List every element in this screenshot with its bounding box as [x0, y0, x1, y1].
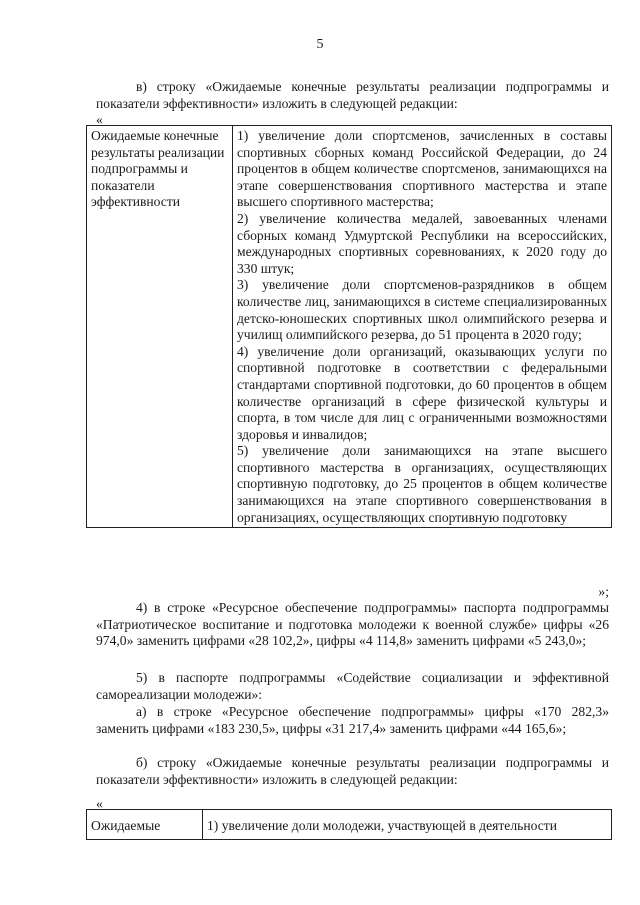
page-number: 5	[316, 37, 324, 52]
result-item-4: 4) увеличение доли организаций, оказывающих услуги по спортивной подготовке в соответствии с федеральными стандартами спортивной подготовки, до 60 процентов в общем количестве организаций в сфере физической культуры и спорта, в том числе для лиц с ограниченными возможностями здоровья и инвалидов;	[237, 343, 607, 442]
open-quote-mark-2: «	[96, 796, 103, 811]
paragraph-5a: а) в строке «Ресурсное обеспечение подпрограммы» цифры «170 282,3» заменить цифрами «183 230,5», цифры «31 217,4» заменить цифрами «44 165,6»;	[96, 704, 609, 736]
table-row	[87, 126, 612, 528]
close-quote-mark: »;	[598, 584, 609, 599]
paragraph-v: в) строку «Ожидаемые конечные результаты реализации подпрограммы и показатели эффективности» изложить в следующей редакции:	[96, 79, 609, 111]
table-row	[87, 810, 612, 840]
results-table	[86, 125, 612, 528]
result-item-3: 3) увеличение доли спортсменов-разрядников в общем количестве лиц, занимающихся в системе специализированных детско-юношеских спортивных школ олимпийского резерва и училищ олимпийского резерва, до 51 процента в 2020 году;	[237, 277, 607, 343]
result-item-2: 2) увеличение количества медалей, завоеванных членами сборных команд Удмуртской Республики на всероссийских, международных спортивных соревнованиях, к 2020 году до 330 штук;	[237, 210, 607, 276]
paragraph-5b: б) строку «Ожидаемые конечные результаты реализации подпрограммы и показатели эффективности» изложить в следующей редакции:	[96, 755, 609, 787]
table2-content-cell: 1) увеличение доли молодежи, участвующей в деятельности	[203, 810, 612, 840]
result-item-5: 5) увеличение доли занимающихся на этапе высшего спортивного мастерства в организациях, осуществляющих спортивную подготовку, до 25 процентов в общем количестве занимающихся на этапе спортивного совершенствования в организациях, осуществляющих спортивную подготовку	[237, 443, 607, 525]
table-label-cell: Ожидаемые конечные результаты реализации подпрограммы и показатели эффективности	[87, 126, 233, 528]
table2-label-cell: Ожидаемые	[87, 810, 203, 840]
table-content-cell	[233, 126, 612, 528]
open-quote-mark: «	[96, 112, 103, 127]
results-table-2	[86, 809, 612, 840]
paragraph-5: 5) в паспорте подпрограммы «Содействие социализации и эффективной самореализации молодежи»:	[96, 670, 609, 702]
result-item-1: 1) увеличение доли спортсменов, зачисленных в составы спортивных сборных команд Российской Федерации, до 24 процентов в общем количестве спортсменов, занимающихся на этапе совершенствования спортивного мастерства и этапе высшего спортивного мастерства;	[237, 128, 607, 210]
paragraph-4: 4) в строке «Ресурсное обеспечение подпрограммы» паспорта подпрограммы «Патриотическое воспитание и подготовка молодежи к военной службе» цифры «26 974,0» заменить цифрами «28 102,2», цифры «4 114,8» заменить цифрами «5 243,0»;	[96, 600, 609, 649]
